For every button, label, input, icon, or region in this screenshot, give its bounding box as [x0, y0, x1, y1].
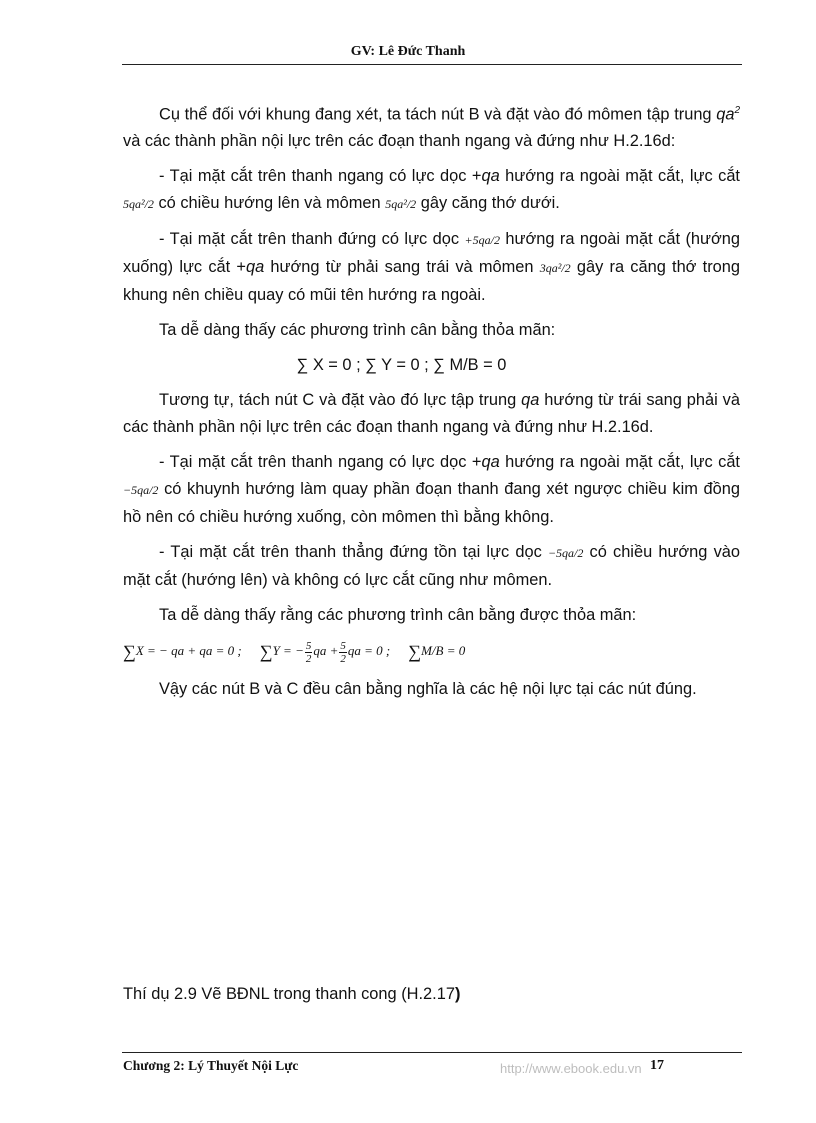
equation-1: ∑ X = 0 ; ∑ Y = 0 ; ∑ M/B = 0 [296, 356, 507, 375]
sum-x: ∑X = − qa + qa = 0 ; [123, 641, 242, 662]
paragraph-6: - Tại mặt cắt trên thanh ngang có lực dọc +qa hướng ra ngoài mặt cắt, lực cắt −5qa/2 có khuynh hướng làm quay phần đoạn thanh đang xét ngược chiều kim đồng hồ nên có chiều hướng xuống, còn mômen thì bằng không. [123, 453, 740, 527]
paragraph-8: Ta dễ dàng thấy rằng các phương trình cân bằng được thỏa mãn: [159, 606, 637, 625]
document-body [123, 97, 740, 711]
paragraph-9: Vậy các nút B và C đều cân bằng nghĩa là các hệ nội lực tại các nút đúng. [159, 679, 697, 698]
page-header: GV: Lê Đức Thanh [350, 44, 466, 59]
footer-rule [122, 1052, 742, 1053]
sum-y: ∑Y = − $\frac{5}{2}$ qa + $\frac{5}{2}$ qa = 0 ; [259, 639, 391, 665]
paragraph-3: - Tại mặt cắt trên thanh đứng có lực dọc +5qa/2 hướng ra ngoài mặt cắt (hướng xuống) lực cắt +qa hướng từ phải sang trái và mômen 3qa²/2 gây ra căng thớ trong khung nên chiều quay có mũi tên hướng ra ngoài. [123, 230, 740, 305]
paragraph-2: - Tại mặt cắt trên thanh ngang có lực dọc +qa hướng ra ngoài mặt cắt, lực cắt 5qa²/2 có chiều hướng lên và mômen 5qa²/2 gây căng thớ dưới. [123, 167, 740, 213]
paragraph-1: Cụ thể đối với khung đang xét, ta tách nút B và đặt vào đó mômen tập trung $qa^2$ và các thành phần nội lực trên các đoạn thanh ngang và đứng như H.2.16d: [123, 105, 740, 151]
paragraph-7: - Tại mặt cắt trên thanh thẳng đứng tồn tại lực dọc −5qa/2 có chiều hướng vào mặt cắt (hướng lên) và không có lực cắt cũng như mômen. [123, 543, 740, 590]
fraction-5-2-b: $\frac{5}{2}$ [340, 639, 346, 665]
paragraph-5: Tương tự, tách nút C và đặt vào đó lực tập trung qa hướng từ trái sang phải và các thành phần nội lực trên các đoạn thanh ngang và đứng như H.2.16d. [123, 391, 740, 437]
equation-2 [123, 637, 740, 666]
sum-m: ∑M/B = 0 [408, 641, 466, 662]
fraction-5-2-a: $\frac{5}{2}$ [305, 639, 312, 665]
watermark-url: http://www.ebook.edu.vn [500, 1061, 642, 1076]
header-rule [122, 64, 742, 65]
example-heading: Thí dụ 2.9 Vẽ BĐNL trong thanh cong (H.2.17) [123, 985, 461, 1003]
paragraph-4: Ta dễ dàng thấy các phương trình cân bằng thỏa mãn: [159, 321, 556, 340]
chapter-title: Chương 2: Lý Thuyết Nội Lực [123, 1058, 299, 1073]
page-number: 17 [650, 1058, 664, 1073]
